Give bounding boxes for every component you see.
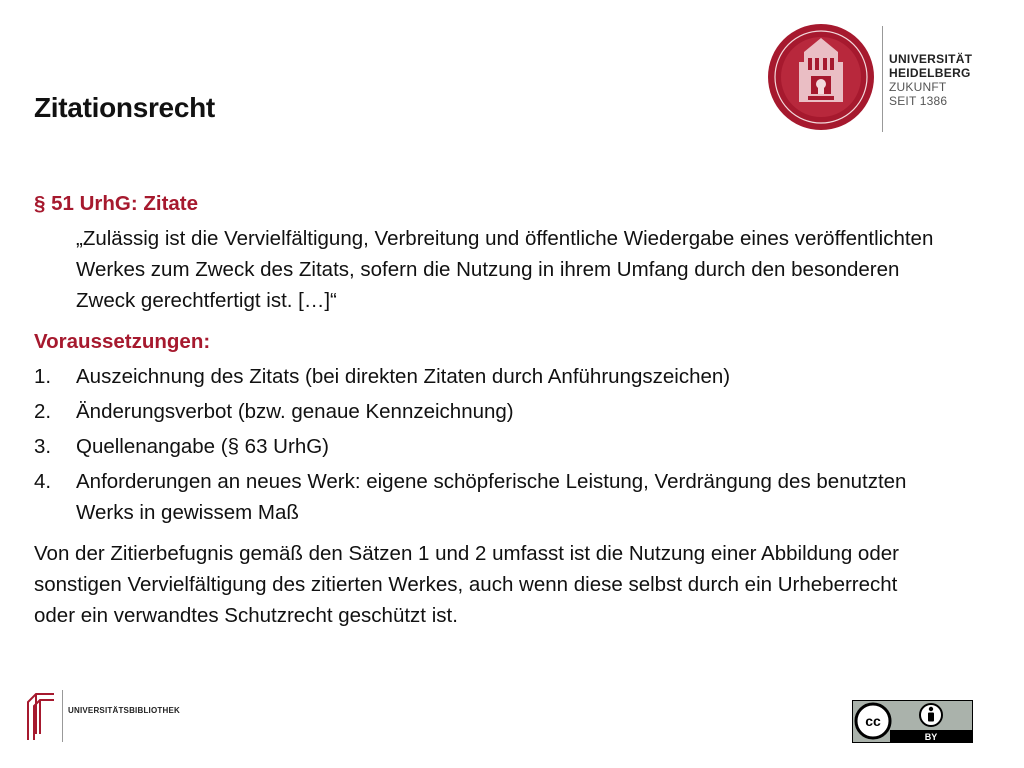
cc-label: cc <box>865 713 881 729</box>
list-item-text: Auszeichnung des Zitats (bei direkten Zitaten durch Anführungszeichen) <box>76 365 731 388</box>
list-item-text: Quellenangabe (§ 63 UrhG) <box>76 435 329 458</box>
library-logo-divider <box>62 690 63 742</box>
university-wordmark <box>889 52 972 108</box>
list-item-text: Anforderungen an neues Werk: eigene schöpferische Leistung, Verdrängung des benutzten Werks in gewissem Maß <box>76 470 907 524</box>
slide-title: Zitationsrecht <box>34 92 215 123</box>
university-tagline-line1: ZUKUNFT <box>889 80 947 94</box>
requirements-list <box>34 361 934 528</box>
law-quote: „Zulässig ist die Vervielfältigung, Verbreitung und öffentliche Wiedergabe eines veröffentlichten Werkes zum Zweck des Zitats, sofern die Nutzung in ihrem Umfang durch den besonderen Zweck gerechtfertigt ist. […]“ <box>76 227 934 312</box>
list-item <box>34 361 934 392</box>
list-item-number: 1. <box>34 365 52 388</box>
closing-paragraph: Von der Zitierbefugnis gemäß den Sätzen 1 und 2 umfasst ist die Nutzung einer Abbildung oder sonstigen Vervielfältigung des zitierten Werkes, auch wenn diese selbst durch ein Urheberrecht oder ein verwandtes Schutzrecht geschützt ist. <box>34 542 899 627</box>
university-name-line1: UNIVERSITÄT <box>889 52 973 66</box>
university-seal-icon <box>766 22 876 132</box>
by-label: BY <box>924 732 938 742</box>
university-name-line2: HEIDELBERG <box>889 66 971 80</box>
library-name: UNIVERSITÄTSBIBLIOTHEK <box>68 706 180 715</box>
list-item <box>34 396 934 427</box>
list-item-number: 4. <box>34 470 52 493</box>
list-item <box>34 431 934 462</box>
university-tagline-line2: SEIT 1386 <box>889 94 948 108</box>
list-item-text: Änderungsverbot (bzw. genaue Kennzeichnung) <box>76 400 514 423</box>
logo-divider <box>882 26 883 132</box>
list-item-number: 3. <box>34 435 52 458</box>
library-logo-icon <box>26 690 56 742</box>
list-item <box>34 466 934 528</box>
requirements-heading: Voraussetzungen: <box>34 330 211 353</box>
slide-body <box>34 188 934 631</box>
cc-by-icon <box>852 700 973 743</box>
list-item-number: 2. <box>34 400 52 423</box>
section-heading: § 51 UrhG: Zitate <box>34 192 199 215</box>
